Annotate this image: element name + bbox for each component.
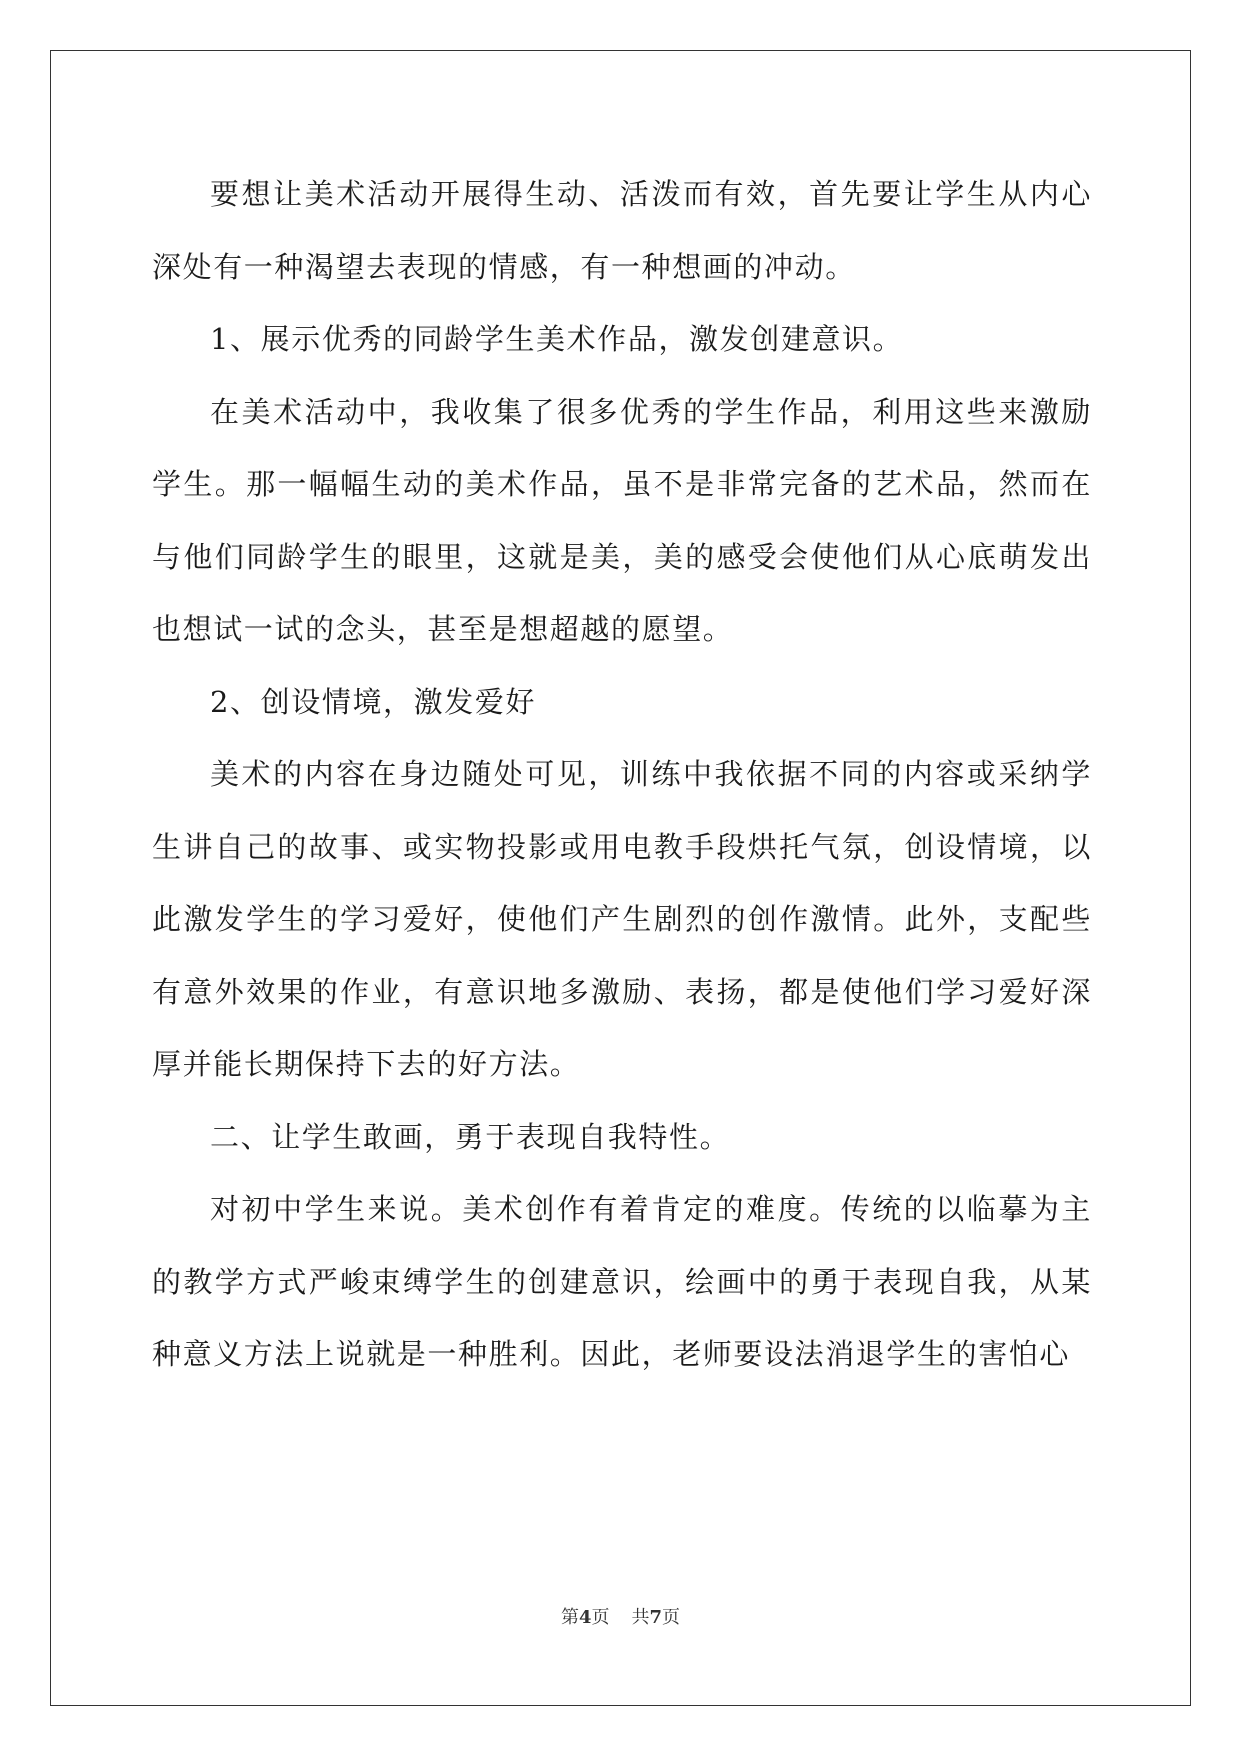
page-prefix: 第 [560, 1607, 579, 1628]
section-heading-1: 1、展示优秀的同龄学生美术作品，激发创建意识。 [210, 322, 904, 356]
paragraph-situation: 美术的内容在身边随处可见，训练中我依据不同的内容或采纳学生讲自己的故事、或实物投影或用电教手段烘托气氛，创设情境，以此激发学生的学习爱好，使他们产生剧烈的创作激情。此外，支配些有意外效果的作业，有意识地多激励、表扬，都是使他们学习爱好深厚并能长期保持下去的好方法。 [152, 757, 1092, 1081]
current-page-number: 4 [578, 1607, 592, 1628]
paragraph-showcase: 在美术活动中，我收集了很多优秀的学生作品，利用这些来激励学生。那一幅幅生动的美术作品，虽不是非常完备的艺术品，然而在与他们同龄学生的眼里，这就是美，美的感受会使他们从心底萌发出也想试一试的念头，甚至是想超越的愿望。 [152, 394, 1092, 646]
page-suffix: 页 [591, 1607, 610, 1628]
paragraph-creation: 对初中学生来说。美术创作有着肯定的难度。传统的以临摹为主的教学方式严峻束缚学生的创建意识，绘画中的勇于表现自我，从某种意义方法上说就是一种胜利。因此，老师要设法消退学生的害怕心 [152, 1192, 1092, 1371]
document-body [152, 158, 1092, 1391]
total-suffix: 页 [662, 1607, 681, 1628]
section-heading-3: 二、让学生敢画，勇于表现自我特性。 [210, 1119, 731, 1154]
total-prefix: 共 [631, 1607, 650, 1628]
page-footer [0, 1603, 1241, 1629]
section-heading-2: 2、创设情境，激发爱好 [210, 684, 537, 719]
total-pages-number: 7 [649, 1607, 663, 1628]
paragraph-intro: 要想让美术活动开展得生动、活泼而有效，首先要让学生从内心深处有一种渴望去表现的情感，有一种想画的冲动。 [152, 177, 1092, 284]
